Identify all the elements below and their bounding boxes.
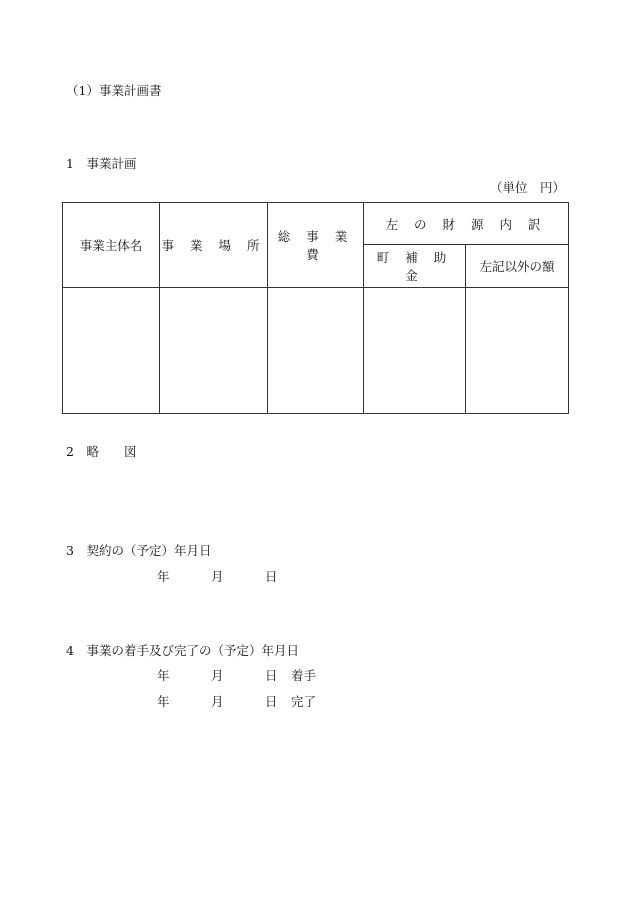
header-location: 事 業 場 所 (160, 203, 268, 288)
end-date-line (157, 696, 316, 709)
section2-title: 2 略 図 (66, 444, 137, 459)
cell-location[interactable] (160, 288, 268, 414)
header-total-cost: 総 事 業 費 (268, 203, 364, 288)
header-town-subsidy: 町 補 助 金 (364, 245, 466, 288)
section1-title: 1 事業計画 (66, 156, 137, 171)
month-label: 月 (211, 569, 224, 584)
header-other-amount: 左記以外の額 (466, 245, 569, 288)
header-funding-breakdown: 左 の 財 源 内 訳 (364, 203, 569, 245)
day-label: 日 (265, 668, 278, 683)
month-label: 月 (211, 668, 224, 683)
year-label: 年 (157, 569, 170, 584)
table-row (63, 288, 569, 414)
section3-title: 3 契約の（予定）年月日 (66, 543, 212, 558)
cell-other-amount[interactable] (466, 288, 569, 414)
start-label: 着手 (291, 668, 317, 683)
day-label: 日 (265, 694, 278, 709)
cell-total-cost[interactable] (268, 288, 364, 414)
end-label: 完了 (291, 694, 317, 709)
start-date-line (157, 670, 316, 683)
day-label: 日 (265, 569, 278, 584)
cell-owner[interactable] (63, 288, 160, 414)
header-owner: 事業主体名 (63, 203, 160, 288)
cell-town-subsidy[interactable] (364, 288, 466, 414)
document-heading: （1）事業計画書 (66, 83, 162, 98)
year-label: 年 (157, 668, 170, 683)
month-label: 月 (211, 694, 224, 709)
project-plan-table (62, 202, 569, 414)
year-label: 年 (157, 694, 170, 709)
contract-date-line (157, 571, 291, 584)
unit-note: （単位 円） (490, 180, 566, 195)
section4-title: 4 事業の着手及び完了の（予定）年月日 (66, 643, 299, 658)
